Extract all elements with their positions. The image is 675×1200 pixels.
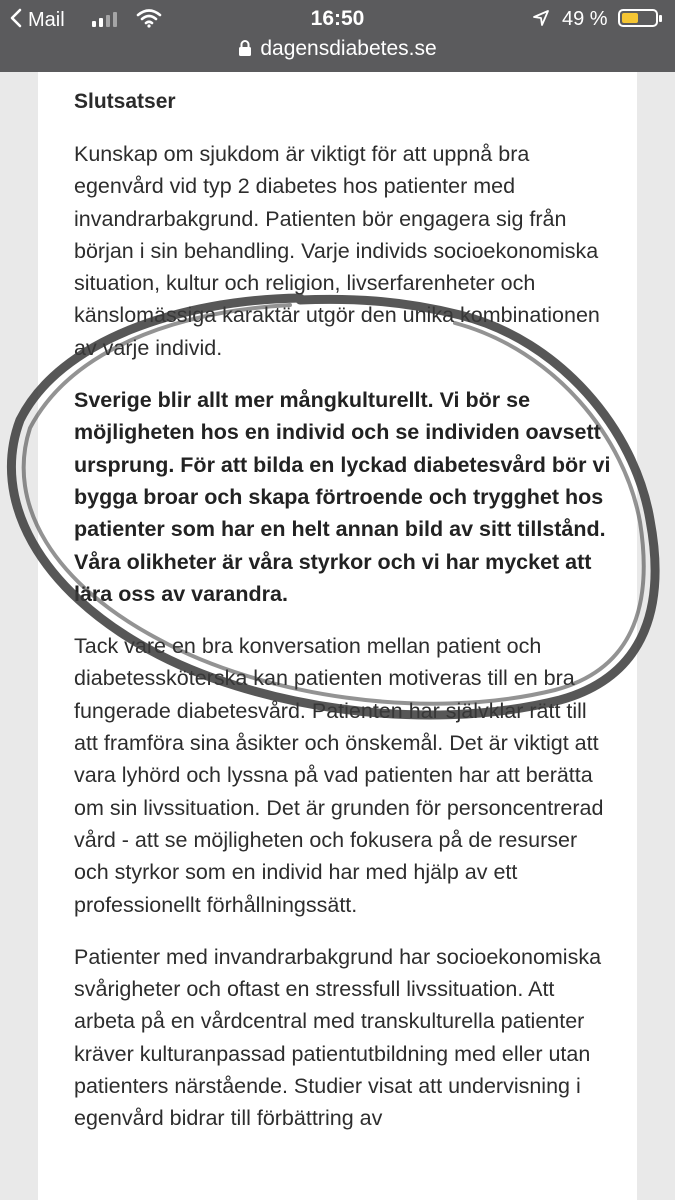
paragraph-4: Patienter med invandrarbakgrund har socioekonomiska svårigheter och oftast en stressfull livssituation. Att arbeta på en vårdcentral med transkulturella patienter kräver kulturanpassad patientutbildning med eller utan patienters närstående. Studier visat att undervisning i egenvård bidrar till förbättring av xyxy=(74,944,602,1131)
back-app-label: Mail xyxy=(28,9,65,31)
lock-icon xyxy=(238,39,252,63)
paragraph-2-bold: Sverige blir allt mer mångkulturellt. Vi bör se möjligheten hos en individ och se individen oavsett ursprung. För att bilda en lyckad diabetesvård bör vi bygga broar och skapa förtroende och trygghet hos patienter som har en helt annan bild av sitt tillstånd. Våra olikheter är våra styrkor och vi har mycket att lära oss av varandra. xyxy=(74,388,611,606)
location-arrow-icon xyxy=(532,9,550,32)
battery-level xyxy=(622,13,638,23)
url-domain: dagensdiabetes.se xyxy=(260,37,437,60)
article-card xyxy=(38,72,637,1200)
battery-percent: 49 % xyxy=(562,8,608,30)
browser-chrome xyxy=(0,0,675,72)
article-body xyxy=(74,86,614,1155)
section-heading: Slutsatser xyxy=(74,90,176,113)
address-bar[interactable] xyxy=(0,37,675,63)
paragraph-1: Kunskap om sjukdom är viktigt för att uppnå bra egenvård vid typ 2 diabetes hos patienter med invandrarbakgrund. Patienten bör engagera sig från början i sin behandling. Varje individs socioekonomiska situation, kultur och religion, livserfarenheter och känslomässiga karaktär utgör den unika kombinationen av varje individ. xyxy=(74,142,600,360)
paragraph-3: Tack vare en bra konversation mellan patient och diabetessköterska kan patienten motiveras till en bra fungerade diabetesvård. Patienten har självklar rätt till att framföra sina åsikter och önskemål. Det är viktigt att vara lyhörd och lyssna på vad patienten har att berätta om sin livssituation. Det är grunden för personcentrerad vård - att se möjligheten och fokusera på de resurser och styrkor som en individ har med hjälp av ett professionellt förhållningssätt. xyxy=(74,634,604,917)
status-bar xyxy=(0,0,675,38)
clock: 16:50 xyxy=(310,7,365,30)
battery-icon xyxy=(618,9,658,27)
